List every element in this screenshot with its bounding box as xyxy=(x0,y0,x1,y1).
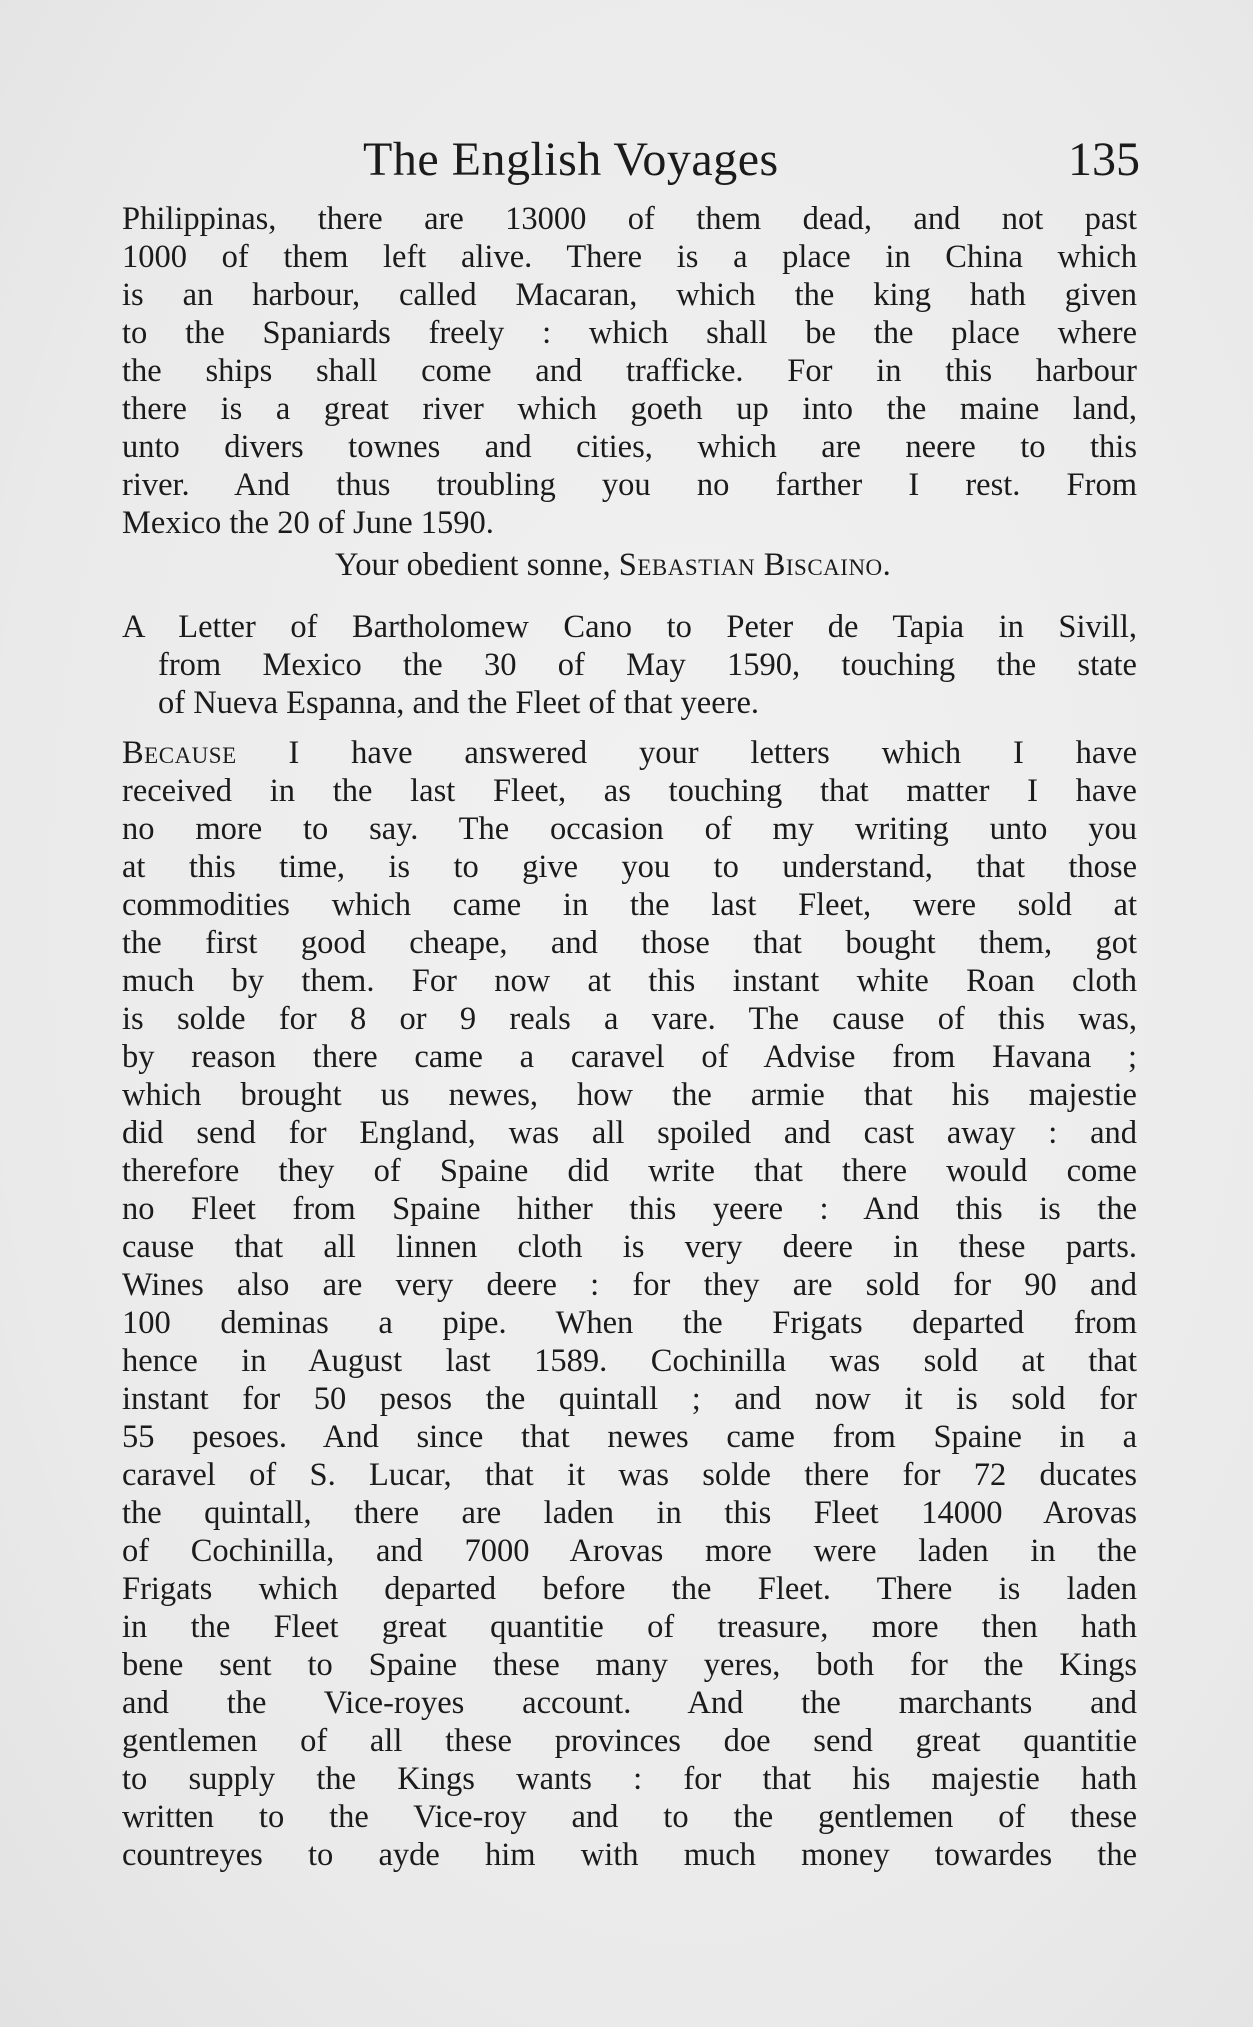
text-line: no Fleet from Spaine hither this yeere : And this is the xyxy=(122,1191,1137,1227)
text-line: bene sent to Spaine these many yeres, both for the Kings xyxy=(122,1647,1137,1683)
text-line: Mexico the 20 of June 1590. xyxy=(122,505,494,541)
text-line: Frigats which departed before the Fleet. There is laden xyxy=(122,1571,1137,1607)
text-line: Philippinas, there are 13000 of them dead, and not past xyxy=(122,201,1137,237)
text-line: much by them. For now at this instant white Roan cloth xyxy=(122,963,1137,999)
text-line: hence in August last 1589. Cochinilla was sold at that xyxy=(122,1343,1137,1379)
text-line: received in the last Fleet, as touching that matter I have xyxy=(122,773,1137,809)
text-line: countreyes to ayde him with much money towardes the xyxy=(122,1837,1137,1873)
text-line: Wines also are very deere : for they are sold for 90 and xyxy=(122,1267,1137,1303)
heading-line: from Mexico the 30 of May 1590, touching the state xyxy=(158,647,1137,683)
page-number: 135 xyxy=(1068,133,1140,186)
text-line: 1000 of them left alive. There is a place in China which xyxy=(122,239,1137,275)
page-header xyxy=(118,128,1140,192)
text-line: the first good cheape, and those that bought them, got xyxy=(122,925,1137,961)
text-line: unto divers townes and cities, which are neere to this xyxy=(122,429,1137,465)
text-line: the ships shall come and trafficke. For in this harbour xyxy=(122,353,1137,389)
text-line: gentlemen of all these provinces doe send great quantitie xyxy=(122,1723,1137,1759)
text-line: caravel of S. Lucar, that it was solde there for 72 ducates xyxy=(122,1457,1137,1493)
first-line-rest: I have answered your letters which I have xyxy=(236,735,1137,771)
text-line: of Cochinilla, and 7000 Arovas more were laden in the xyxy=(122,1533,1137,1569)
heading-line: A Letter of Bartholomew Cano to Peter de Tapia in Sivill, xyxy=(122,609,1137,645)
text-line: there is a great river which goeth up into the maine land, xyxy=(122,391,1137,427)
text-line: 55 pesoes. And since that newes came from Spaine in a xyxy=(122,1419,1137,1455)
heading-line: of Nueva Espanna, and the Fleet of that yeere. xyxy=(158,685,760,721)
text-line: the quintall, there are laden in this Fleet 14000 Arovas xyxy=(122,1495,1137,1531)
text-line: written to the Vice-roy and to the gentlemen of these xyxy=(122,1799,1137,1835)
text-line: to supply the Kings wants : for that his majestie hath xyxy=(122,1761,1137,1797)
text-line: and the Vice-royes account. And the marchants and xyxy=(122,1685,1137,1721)
text-line: at this time, is to give you to understand, that those xyxy=(122,849,1137,885)
text-line: did send for England, was all spoiled and cast away : and xyxy=(122,1115,1137,1151)
text-line: river. And thus troubling you no farther I rest. From xyxy=(122,467,1137,503)
text-line: is an harbour, called Macaran, which the king hath given xyxy=(122,277,1137,313)
signature-prefix: Your obedient sonne, xyxy=(335,547,619,583)
text-line: by reason there came a caravel of Advise from Havana ; xyxy=(122,1039,1137,1075)
text-line: to the Spaniards freely : which shall be the place where xyxy=(122,315,1137,351)
text-line: commodities which came in the last Fleet, were sold at xyxy=(122,887,1137,923)
text-line: is solde for 8 or 9 reals a vare. The cause of this was, xyxy=(122,1001,1137,1037)
text-line: which brought us newes, how the armie that his majestie xyxy=(122,1077,1137,1113)
text-line: instant for 50 pesos the quintall ; and now it is sold for xyxy=(122,1381,1137,1417)
running-title: The English Voyages xyxy=(363,133,779,186)
text-line: therefore they of Spaine did write that there would come xyxy=(122,1153,1137,1189)
text-line: no more to say. The occasion of my writing unto you xyxy=(122,811,1137,847)
text-line xyxy=(122,734,1137,772)
text-line: cause that all linnen cloth is very deere in these parts. xyxy=(122,1229,1137,1265)
drop-word: Because xyxy=(122,735,237,771)
signature-name: Sebastian Biscaino. xyxy=(618,547,892,583)
letter-signature xyxy=(335,546,891,584)
text-line: in the Fleet great quantitie of treasure, more then hath xyxy=(122,1609,1137,1645)
text-line: 100 deminas a pipe. When the Frigats departed from xyxy=(122,1305,1137,1341)
